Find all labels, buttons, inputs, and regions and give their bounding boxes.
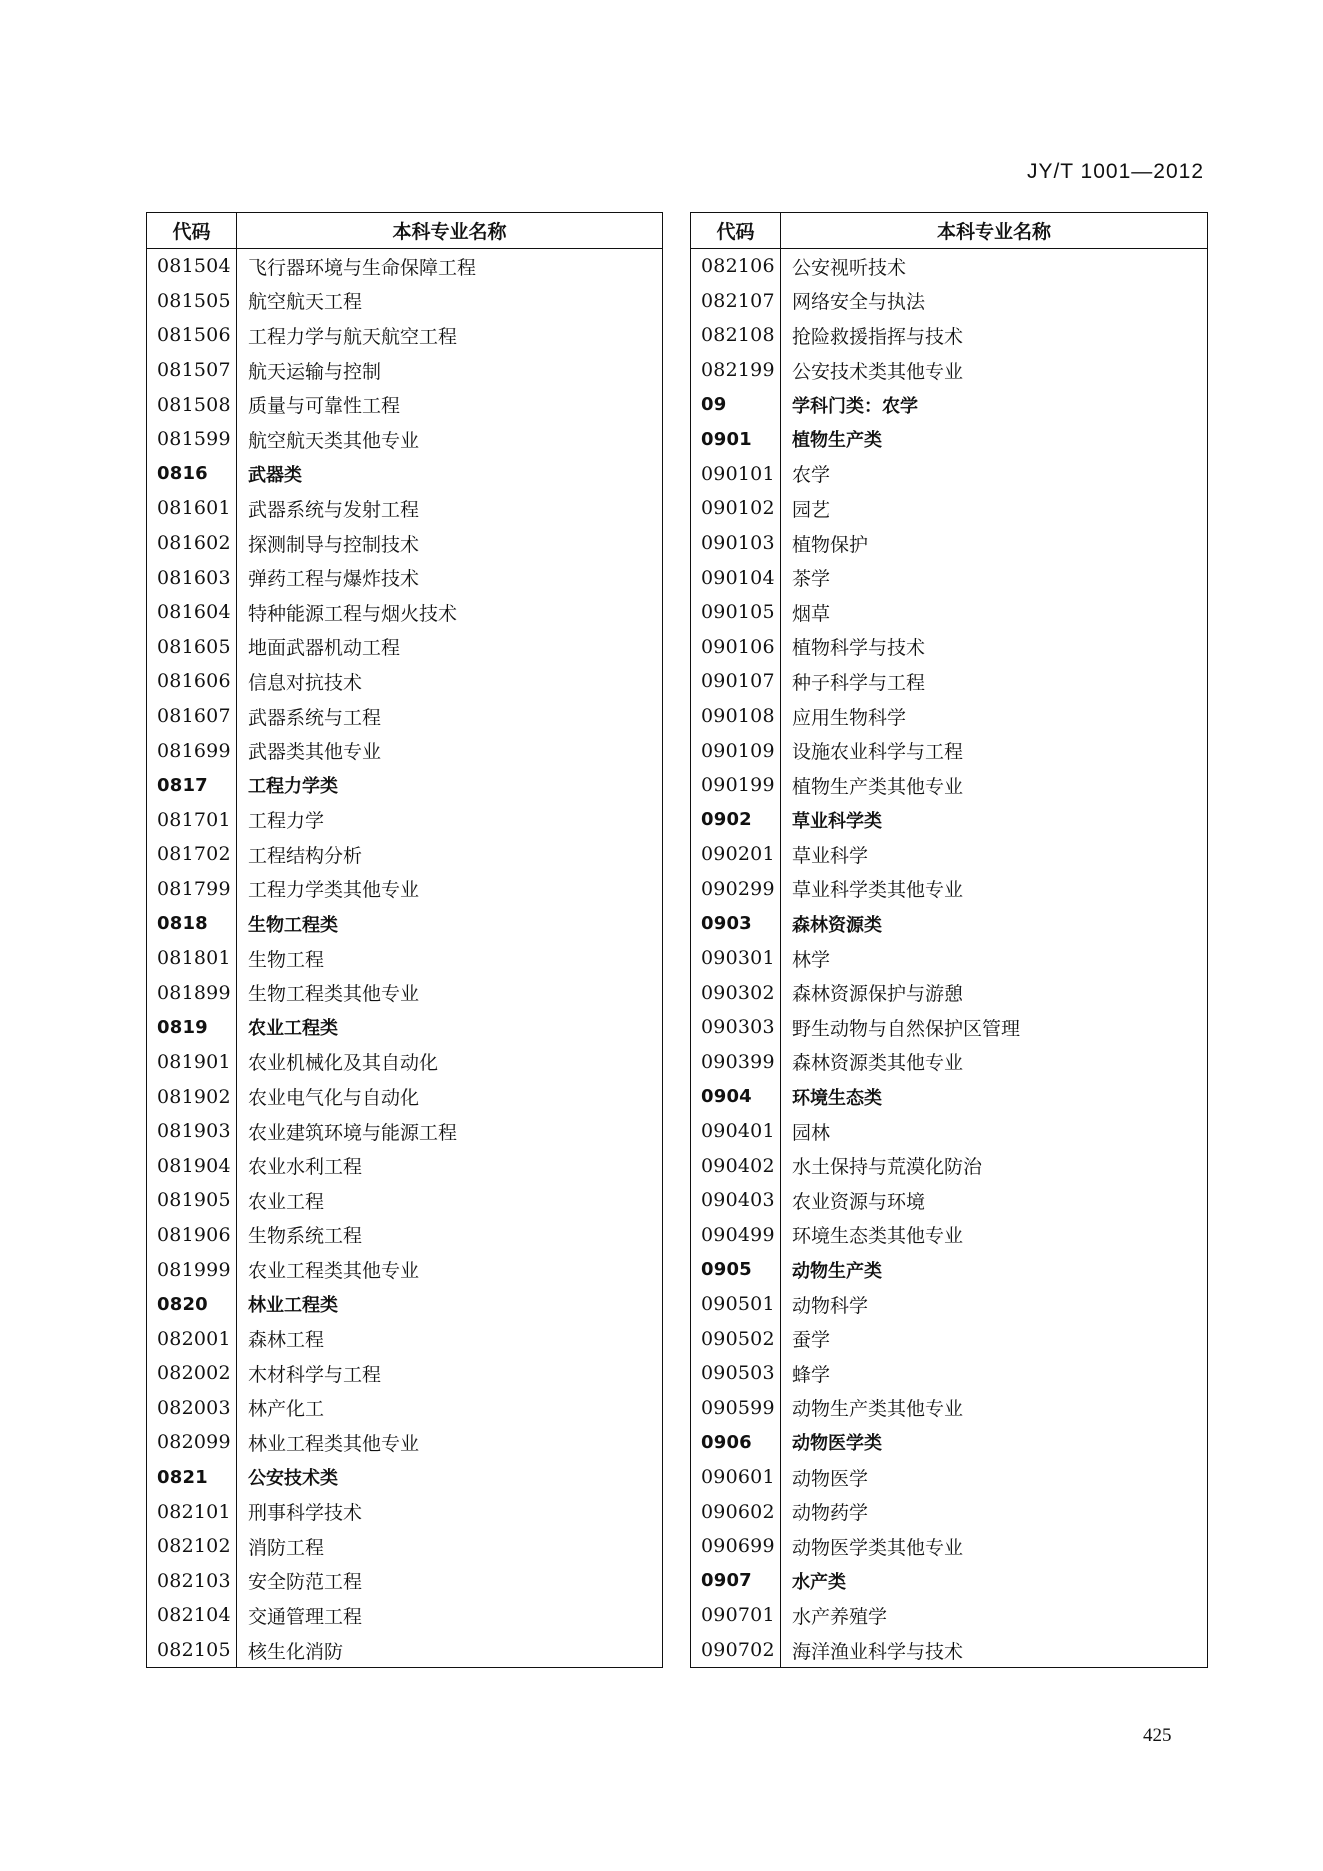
code-cell: 082002 (147, 1356, 237, 1391)
code-cell: 090499 (691, 1218, 781, 1253)
major-row (691, 941, 1208, 976)
major-row (147, 249, 663, 284)
name-cell: 森林工程 (248, 1329, 325, 1352)
name-cell: 蚕学 (792, 1329, 831, 1352)
major-row (691, 630, 1208, 665)
code-cell: 090401 (691, 1114, 781, 1149)
major-row (147, 1598, 663, 1633)
name-cell: 武器类其他专业 (248, 741, 382, 764)
name-cell: 林产化工 (248, 1398, 325, 1421)
code-cell: 090299 (691, 872, 781, 907)
code-cell: 081899 (147, 975, 237, 1010)
code-cell: 081507 (147, 353, 237, 388)
major-row (691, 664, 1208, 699)
major-row (147, 353, 663, 388)
name-cell: 园艺 (792, 498, 831, 521)
name-cell: 动物生产类其他专业 (792, 1398, 964, 1421)
category-row (147, 768, 663, 803)
name-cell: 植物保护 (792, 533, 869, 556)
name-cell: 农业工程 (248, 1190, 325, 1213)
name-cell: 野生动物与自然保护区管理 (792, 1017, 1021, 1040)
code-cell: 0905 (691, 1252, 781, 1287)
name-cell: 交通管理工程 (248, 1605, 363, 1628)
name-cell: 园林 (792, 1121, 831, 1144)
major-row (691, 1114, 1208, 1149)
major-row (691, 457, 1208, 492)
major-row (147, 664, 663, 699)
name-cell: 植物生产类 (792, 430, 882, 452)
name-cell: 学科门类：农学 (792, 395, 918, 417)
name-cell: 动物医学 (792, 1467, 869, 1490)
name-cell: 林业工程类其他专业 (248, 1432, 420, 1455)
code-cell: 090399 (691, 1045, 781, 1080)
category-row (691, 1425, 1208, 1460)
major-row (147, 699, 663, 734)
code-cell: 090602 (691, 1494, 781, 1529)
code-column-header: 代码 (691, 213, 781, 249)
code-cell: 081902 (147, 1079, 237, 1114)
code-cell: 090102 (691, 491, 781, 526)
code-cell: 090601 (691, 1460, 781, 1495)
code-cell: 082099 (147, 1425, 237, 1460)
major-row (147, 941, 663, 976)
code-cell: 0818 (147, 906, 237, 941)
major-row (147, 1564, 663, 1599)
code-cell: 090699 (691, 1529, 781, 1564)
name-cell: 武器系统与发射工程 (248, 498, 420, 521)
code-cell: 090107 (691, 664, 781, 699)
code-cell: 081604 (147, 595, 237, 630)
page-number: 425 (1143, 1725, 1172, 1746)
code-cell: 090501 (691, 1287, 781, 1322)
code-cell: 090402 (691, 1148, 781, 1183)
name-cell: 网络安全与执法 (792, 291, 926, 314)
right-table-body (691, 249, 1208, 1668)
major-row (147, 1079, 663, 1114)
code-cell: 081601 (147, 491, 237, 526)
code-cell: 081699 (147, 733, 237, 768)
code-cell: 090303 (691, 1010, 781, 1045)
name-cell: 动物生产类 (792, 1260, 882, 1282)
name-cell: 农学 (792, 464, 831, 487)
name-cell: 抢险救援指挥与技术 (792, 325, 964, 348)
major-row (691, 1183, 1208, 1218)
name-cell: 森林资源类 (792, 914, 882, 936)
category-row (147, 906, 663, 941)
code-cell: 090108 (691, 699, 781, 734)
code-cell: 082101 (147, 1494, 237, 1529)
code-cell: 090106 (691, 630, 781, 665)
name-cell: 农业工程类其他专业 (248, 1260, 420, 1283)
code-column-header: 代码 (147, 213, 237, 249)
major-row (147, 1391, 663, 1426)
category-row (147, 1460, 663, 1495)
category-row (691, 803, 1208, 838)
code-cell: 0821 (147, 1460, 237, 1495)
name-cell: 林业工程类 (248, 1295, 338, 1317)
name-cell: 安全防范工程 (248, 1571, 363, 1594)
code-cell: 081801 (147, 941, 237, 976)
code-cell: 082106 (691, 249, 781, 284)
category-row (691, 1252, 1208, 1287)
table-header-row (147, 213, 663, 249)
major-row (147, 318, 663, 353)
major-row (147, 872, 663, 907)
major-row (691, 1598, 1208, 1633)
major-row (147, 560, 663, 595)
code-cell: 081903 (147, 1114, 237, 1149)
name-cell: 农业建筑环境与能源工程 (248, 1121, 458, 1144)
code-cell: 0820 (147, 1287, 237, 1322)
major-row (691, 353, 1208, 388)
major-row (691, 733, 1208, 768)
name-cell: 动物药学 (792, 1502, 869, 1525)
code-cell: 090104 (691, 560, 781, 595)
standard-code-header: JY/T 1001—2012 (1026, 160, 1204, 183)
name-cell: 农业水利工程 (248, 1156, 363, 1179)
major-row (147, 1425, 663, 1460)
major-row (147, 630, 663, 665)
code-cell: 0816 (147, 457, 237, 492)
code-cell: 081599 (147, 422, 237, 457)
name-cell: 工程力学类其他专业 (248, 879, 420, 902)
code-cell: 0907 (691, 1564, 781, 1599)
major-row (147, 1045, 663, 1080)
name-cell: 工程力学 (248, 810, 325, 833)
category-row (147, 1287, 663, 1322)
code-cell: 090199 (691, 768, 781, 803)
left-major-table (146, 212, 663, 1668)
name-cell: 森林资源类其他专业 (792, 1052, 964, 1075)
right-major-table (690, 212, 1208, 1668)
major-row (691, 1529, 1208, 1564)
category-row (691, 906, 1208, 941)
major-row (691, 491, 1208, 526)
code-cell: 081508 (147, 387, 237, 422)
major-row (147, 422, 663, 457)
code-cell: 090301 (691, 941, 781, 976)
name-cell: 水产养殖学 (792, 1605, 888, 1628)
name-cell: 生物工程 (248, 948, 325, 971)
category-row (147, 457, 663, 492)
code-cell: 081606 (147, 664, 237, 699)
code-cell: 082001 (147, 1321, 237, 1356)
code-cell: 081799 (147, 872, 237, 907)
name-cell: 木材科学与工程 (248, 1363, 382, 1386)
major-row (691, 1356, 1208, 1391)
code-cell: 090599 (691, 1391, 781, 1426)
major-row (691, 1148, 1208, 1183)
major-row (147, 1114, 663, 1149)
code-cell: 082104 (147, 1598, 237, 1633)
category-row (691, 1564, 1208, 1599)
major-row (691, 1391, 1208, 1426)
name-cell: 林学 (792, 948, 831, 971)
code-cell: 081607 (147, 699, 237, 734)
name-cell: 环境生态类 (792, 1087, 882, 1109)
code-cell: 0906 (691, 1425, 781, 1460)
name-cell: 武器类 (248, 464, 302, 486)
name-cell: 地面武器机动工程 (248, 637, 401, 660)
name-cell: 农业机械化及其自动化 (248, 1052, 439, 1075)
code-cell: 090201 (691, 837, 781, 872)
major-row (147, 1183, 663, 1218)
major-row (147, 803, 663, 838)
major-row (691, 284, 1208, 319)
name-column-header: 本科专业名称 (237, 213, 663, 249)
table-header-row (691, 213, 1208, 249)
code-cell: 082108 (691, 318, 781, 353)
major-row (691, 1045, 1208, 1080)
code-cell: 082105 (147, 1633, 237, 1668)
major-row (147, 1148, 663, 1183)
name-cell: 生物系统工程 (248, 1225, 363, 1248)
major-row (691, 872, 1208, 907)
major-row (147, 1218, 663, 1253)
name-cell: 设施农业科学与工程 (792, 741, 964, 764)
major-row (691, 526, 1208, 561)
name-cell: 航空航天工程 (248, 291, 363, 314)
name-cell: 核生化消防 (248, 1640, 344, 1663)
name-cell: 航空航天类其他专业 (248, 429, 420, 452)
name-cell: 生物工程类 (248, 914, 338, 936)
code-cell: 081505 (147, 284, 237, 319)
code-cell: 090101 (691, 457, 781, 492)
name-cell: 刑事科学技术 (248, 1502, 363, 1525)
name-cell: 蜂学 (792, 1363, 831, 1386)
code-cell: 090502 (691, 1321, 781, 1356)
code-cell: 090403 (691, 1183, 781, 1218)
major-row (147, 837, 663, 872)
code-cell: 082107 (691, 284, 781, 319)
category-row (147, 1010, 663, 1045)
major-row (691, 1287, 1208, 1322)
name-cell: 公安技术类其他专业 (792, 360, 964, 383)
code-cell: 082102 (147, 1529, 237, 1564)
major-row (691, 595, 1208, 630)
major-row (691, 699, 1208, 734)
name-cell: 水土保持与荒漠化防治 (792, 1156, 983, 1179)
major-row (691, 1010, 1208, 1045)
code-cell: 090109 (691, 733, 781, 768)
name-cell: 草业科学 (792, 844, 869, 867)
code-cell: 0902 (691, 803, 781, 838)
name-cell: 工程力学与航天航空工程 (248, 325, 458, 348)
code-cell: 090302 (691, 975, 781, 1010)
code-cell: 090702 (691, 1633, 781, 1668)
name-cell: 动物科学 (792, 1294, 869, 1317)
name-cell: 植物生产类其他专业 (792, 775, 964, 798)
name-cell: 农业资源与环境 (792, 1190, 926, 1213)
name-cell: 公安视听技术 (792, 256, 907, 279)
name-cell: 质量与可靠性工程 (248, 395, 401, 418)
code-cell: 081905 (147, 1183, 237, 1218)
major-row (691, 837, 1208, 872)
major-row (147, 733, 663, 768)
name-cell: 公安技术类 (248, 1468, 338, 1490)
category-row (691, 387, 1208, 422)
major-row (691, 1321, 1208, 1356)
major-row (147, 526, 663, 561)
major-row (691, 1633, 1208, 1668)
name-cell: 航天运输与控制 (248, 360, 382, 383)
code-cell: 090103 (691, 526, 781, 561)
name-cell: 种子科学与工程 (792, 671, 926, 694)
major-row (691, 318, 1208, 353)
left-table-body (147, 249, 663, 1668)
major-row (691, 975, 1208, 1010)
name-cell: 消防工程 (248, 1536, 325, 1559)
name-cell: 弹药工程与爆炸技术 (248, 568, 420, 591)
name-cell: 探测制导与控制技术 (248, 533, 420, 556)
major-row (691, 560, 1208, 595)
name-cell: 信息对抗技术 (248, 671, 363, 694)
name-column-header: 本科专业名称 (781, 213, 1208, 249)
code-cell: 081603 (147, 560, 237, 595)
code-cell: 081605 (147, 630, 237, 665)
code-cell: 081904 (147, 1148, 237, 1183)
name-cell: 海洋渔业科学与技术 (792, 1640, 964, 1663)
code-cell: 081602 (147, 526, 237, 561)
category-row (691, 422, 1208, 457)
name-cell: 草业科学类 (792, 810, 882, 832)
name-cell: 动物医学类其他专业 (792, 1536, 964, 1559)
code-cell: 081701 (147, 803, 237, 838)
major-row (691, 1218, 1208, 1253)
major-row (691, 1494, 1208, 1529)
name-cell: 烟草 (792, 602, 831, 625)
name-cell: 应用生物科学 (792, 706, 907, 729)
code-cell: 09 (691, 387, 781, 422)
name-cell: 武器系统与工程 (248, 706, 382, 729)
code-cell: 0901 (691, 422, 781, 457)
code-cell: 090701 (691, 1598, 781, 1633)
name-cell: 森林资源保护与游憩 (792, 983, 964, 1006)
major-row (691, 249, 1208, 284)
major-row (147, 1321, 663, 1356)
code-cell: 081506 (147, 318, 237, 353)
major-row (147, 1356, 663, 1391)
name-cell: 工程结构分析 (248, 844, 363, 867)
major-row (147, 1252, 663, 1287)
code-cell: 082103 (147, 1564, 237, 1599)
name-cell: 水产类 (792, 1571, 846, 1593)
category-row (691, 1079, 1208, 1114)
code-cell: 0904 (691, 1079, 781, 1114)
code-cell: 081999 (147, 1252, 237, 1287)
major-row (691, 1460, 1208, 1495)
name-cell: 动物医学类 (792, 1433, 882, 1455)
major-row (147, 1633, 663, 1668)
major-row (691, 768, 1208, 803)
name-cell: 生物工程类其他专业 (248, 983, 420, 1006)
name-cell: 农业电气化与自动化 (248, 1087, 420, 1110)
name-cell: 工程力学类 (248, 776, 338, 798)
name-cell: 草业科学类其他专业 (792, 879, 964, 902)
name-cell: 特种能源工程与烟火技术 (248, 602, 458, 625)
code-cell: 081901 (147, 1045, 237, 1080)
major-row (147, 595, 663, 630)
code-cell: 090105 (691, 595, 781, 630)
code-cell: 0817 (147, 768, 237, 803)
major-row (147, 1529, 663, 1564)
major-row (147, 387, 663, 422)
name-cell: 飞行器环境与生命保障工程 (248, 256, 477, 279)
name-cell: 环境生态类其他专业 (792, 1225, 964, 1248)
code-cell: 081702 (147, 837, 237, 872)
code-cell: 090503 (691, 1356, 781, 1391)
major-row (147, 1494, 663, 1529)
major-row (147, 284, 663, 319)
code-cell: 082199 (691, 353, 781, 388)
name-cell: 茶学 (792, 568, 831, 591)
name-cell: 植物科学与技术 (792, 637, 926, 660)
code-cell: 082003 (147, 1391, 237, 1426)
code-cell: 081504 (147, 249, 237, 284)
major-row (147, 975, 663, 1010)
name-cell: 农业工程类 (248, 1018, 338, 1040)
major-row (147, 491, 663, 526)
code-cell: 081906 (147, 1218, 237, 1253)
code-cell: 0903 (691, 906, 781, 941)
code-cell: 0819 (147, 1010, 237, 1045)
